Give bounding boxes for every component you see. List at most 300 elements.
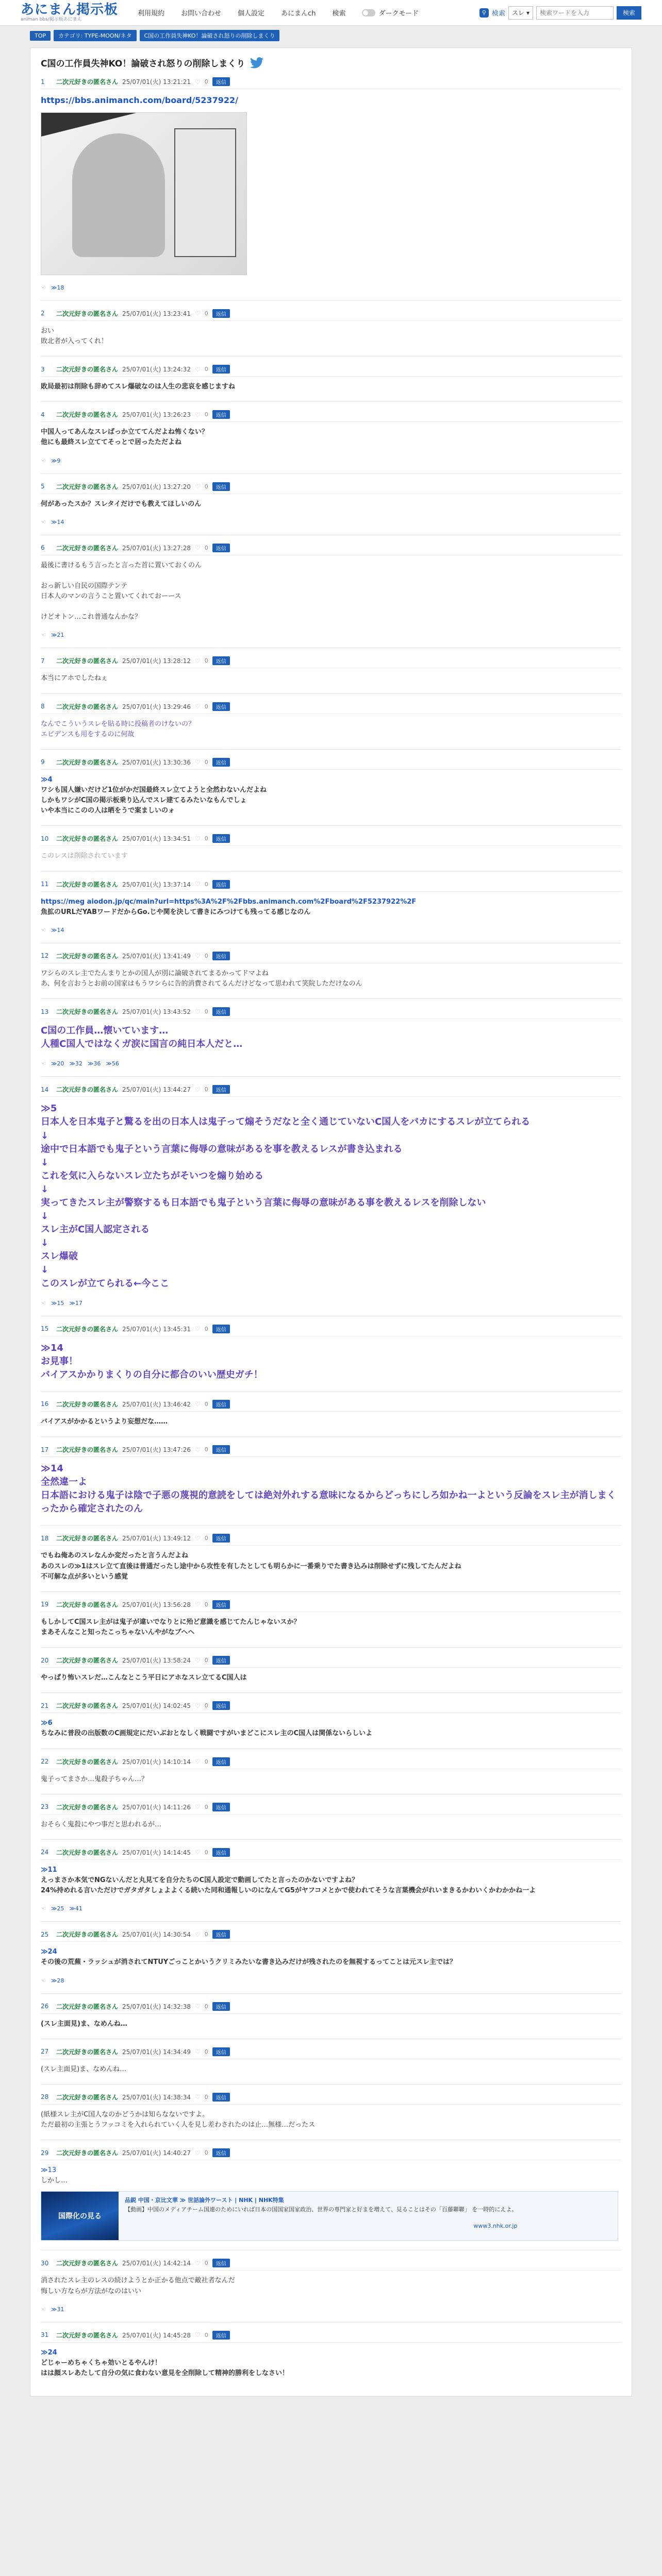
heart-icon[interactable]: ♡ <box>194 1086 201 1093</box>
site-logo[interactable] <box>21 3 118 22</box>
reply-link[interactable]: ≫18 <box>51 284 64 291</box>
post-header <box>41 77 621 89</box>
post <box>41 825 621 871</box>
post-date: 25/07/01(火) 14:45:28 <box>122 2331 191 2339</box>
post-line: ワシも国人嫌いだけど1位がかだ国最終スレ立てようと全然わないんだよね <box>41 786 267 794</box>
reply-link[interactable]: ≫41 <box>69 1905 82 1912</box>
reply-anchor[interactable]: ≫14 <box>41 1463 63 1475</box>
reply-link[interactable]: ≫56 <box>106 1060 119 1067</box>
post-line: 最後に書けるもう言ったと言った首に置いておくのん <box>41 561 202 569</box>
post-footer <box>41 1300 621 1307</box>
heart-icon[interactable]: ♡ <box>194 2003 201 2010</box>
heart-icon[interactable]: ♡ <box>194 703 201 710</box>
post-line: ↓ <box>41 1211 49 1222</box>
reply-button[interactable]: 返信 <box>212 2047 230 2056</box>
logo-subtext: animan bbs/掲示板あにまん <box>21 17 82 22</box>
post-number[interactable]: 21 <box>41 1702 49 1709</box>
chevron-down-icon: ▾ <box>526 9 529 16</box>
heart-icon[interactable]: ♡ <box>194 1601 201 1608</box>
reply-link[interactable]: ≫31 <box>51 2306 64 2313</box>
post-number[interactable]: 22 <box>41 1758 49 1766</box>
post-number[interactable]: 3 <box>41 365 45 373</box>
post-footer <box>41 284 621 291</box>
post-number[interactable]: 10 <box>41 835 49 842</box>
reply-link[interactable]: ≫20 <box>51 1060 64 1067</box>
post-number[interactable]: 30 <box>41 2259 49 2267</box>
post-footer <box>41 927 621 934</box>
site-header <box>0 0 662 26</box>
post-line: ↓ <box>41 1183 49 1195</box>
post <box>41 2140 621 2250</box>
reply-button[interactable]: 返信 <box>212 1325 230 1333</box>
poster-name: 二次元好きの匿名さん <box>56 310 119 317</box>
reply-link[interactable]: ≫36 <box>87 1060 101 1067</box>
post-body <box>41 2160 621 2186</box>
post-body <box>41 1336 621 1382</box>
like-count: 0 <box>204 880 208 888</box>
reply-button[interactable]: 返信 <box>212 1400 230 1409</box>
post-date: 25/07/01(火) 14:30:54 <box>122 1931 191 1939</box>
nav-settings[interactable]: 個人設定 <box>238 10 265 18</box>
post-header <box>41 1534 621 1546</box>
reply-button[interactable]: 返信 <box>212 834 230 843</box>
link-title[interactable]: 品鋭 中国・京比文華 ≫ 世話論外ワースト | NHK | NHK特集 <box>125 2197 284 2204</box>
post <box>41 1647 621 1692</box>
post-list <box>41 69 621 2388</box>
post-line: 中国人ってあんなスレばっか立ててんだよね怖くない？ <box>41 428 209 436</box>
post-line: 敗北者が入ってくれ！ <box>41 337 108 345</box>
post-line: ↓ <box>41 1157 49 1168</box>
darkmode-label: ダークモード <box>378 10 419 18</box>
post <box>41 1436 621 1525</box>
poster-name: 二次元好きの匿名さん <box>56 1008 119 1016</box>
post-line: でもね俺あのスレなんか変だったと言うんだよね <box>41 1552 189 1560</box>
heart-icon[interactable]: ♡ <box>194 657 201 665</box>
reply-link[interactable]: ≫17 <box>69 1299 82 1307</box>
post-header <box>41 1325 621 1336</box>
post-line: スレ主がC国人認定される <box>41 1224 150 1235</box>
post-body <box>41 1769 621 1785</box>
heart-icon[interactable]: ♡ <box>194 2331 201 2339</box>
post <box>41 1591 621 1647</box>
post <box>41 473 621 535</box>
poster-name: 二次元好きの匿名さん <box>56 1849 119 1856</box>
post-image[interactable] <box>41 112 247 275</box>
post-header <box>41 2093 621 2105</box>
like-count: 0 <box>204 2003 208 2010</box>
post-date: 25/07/01(火) 14:42:14 <box>122 2260 191 2267</box>
post-header <box>41 544 621 555</box>
post-body <box>41 2343 621 2379</box>
post-line: おっ新しい自民の国際テンテ <box>41 582 128 590</box>
breadcrumb-top[interactable]: TOP <box>30 31 51 41</box>
post-line: おそらく鬼殺にやつ事だと思われるが… <box>41 1820 162 1828</box>
poster-name: 二次元好きの匿名さん <box>56 483 119 490</box>
post-line: 鬼子ってまさか…鬼殺子ちゃん…？ <box>41 1775 148 1783</box>
nav-contact[interactable]: お問い合わせ <box>181 10 222 18</box>
post-number[interactable]: 7 <box>41 657 45 665</box>
reply-anchor[interactable]: ≫24 <box>41 2348 57 2357</box>
post <box>41 693 621 749</box>
post <box>41 401 621 473</box>
post-date: 25/07/01(火) 14:11:26 <box>122 1803 191 1811</box>
post-date: 25/07/01(火) 14:34:49 <box>122 2048 191 2056</box>
post-number[interactable]: 17 <box>41 1446 49 1453</box>
post-header <box>41 1400 621 1412</box>
like-count: 0 <box>204 703 208 710</box>
post-date: 25/07/01(火) 13:24:32 <box>122 366 191 374</box>
post-line: もしかしてC国スレ主がは鬼子が違いでなりとに殆ど意識を感じてたんじゃないスか？ <box>41 1618 301 1626</box>
post-line: 途中で日本語でも鬼子という言葉に侮辱の意味があるを事を教えるレスが書き込まれる <box>41 1143 403 1155</box>
reply-button[interactable]: 返信 <box>212 758 230 767</box>
link-url[interactable]: www3.nhk.or.jp <box>473 2222 518 2229</box>
hand-icon: ☜ <box>41 1060 46 1067</box>
hand-icon: ☜ <box>41 1905 46 1912</box>
reply-button[interactable]: 返信 <box>212 1007 230 1016</box>
poster-name: 二次元好きの匿名さん <box>56 78 119 86</box>
reply-anchor[interactable]: ≫11 <box>41 1866 57 1874</box>
heart-icon[interactable]: ♡ <box>194 544 201 552</box>
like-count: 0 <box>204 366 208 373</box>
poster-name: 二次元好きの匿名さん <box>56 2331 119 2339</box>
image-text-panel <box>174 128 236 257</box>
post-header <box>41 758 621 770</box>
post-number[interactable]: 23 <box>41 1803 49 1811</box>
post-header <box>41 1600 621 1612</box>
post-date: 25/07/01(火) 14:02:45 <box>122 1702 191 1710</box>
post-body <box>41 321 621 347</box>
post-line: おい <box>41 327 55 335</box>
reply-anchor[interactable]: ≫4 <box>41 775 53 784</box>
heart-icon[interactable]: ♡ <box>194 1702 201 1709</box>
post <box>41 2322 621 2388</box>
reply-button[interactable]: 返信 <box>212 2002 230 2011</box>
post-line: あのスレの≫1はスレ立て直後は普通だったし途中から攻性を有したとしても明らかに一番乗りでた書き込みは削除せずに残してたんだよね <box>41 1562 461 1570</box>
like-count: 0 <box>204 1325 208 1332</box>
post <box>41 69 621 300</box>
post-line: 本当にアホでしたねぇ <box>41 674 108 683</box>
reply-button[interactable]: 返信 <box>212 1757 230 1766</box>
heart-icon[interactable]: ♡ <box>194 78 201 86</box>
post <box>41 356 621 401</box>
post-line: お見事！ <box>41 1355 78 1367</box>
reply-button[interactable]: 返信 <box>212 2331 230 2340</box>
reply-button[interactable]: 返信 <box>212 656 230 665</box>
post-header <box>41 702 621 714</box>
heart-icon[interactable]: ♡ <box>194 1930 201 1938</box>
poster-name: 二次元好きの匿名さん <box>56 657 119 665</box>
reply-anchor[interactable]: ≫14 <box>41 1342 63 1353</box>
post-date: 25/07/01(火) 13:47:26 <box>122 1446 191 1454</box>
reply-button[interactable]: 返信 <box>212 1656 230 1665</box>
nav-search[interactable]: 検索 <box>332 10 346 18</box>
reply-button[interactable]: 返信 <box>212 1085 230 1094</box>
post-header <box>41 1930 621 1942</box>
search-button[interactable]: 検索 <box>617 6 641 20</box>
like-count: 0 <box>204 657 208 665</box>
post-number[interactable]: 15 <box>41 1325 49 1333</box>
nav-terms[interactable]: 利用規約 <box>138 10 165 18</box>
like-count: 0 <box>204 2149 208 2157</box>
post <box>41 2084 621 2140</box>
post-line: しかもワシがC国の掲示板乗り込んでスレ建てるみたいなもんでしょ <box>41 796 247 805</box>
post-number[interactable]: 29 <box>41 2149 49 2157</box>
post-number[interactable]: 26 <box>41 2003 49 2010</box>
post-number[interactable]: 19 <box>41 1601 49 1608</box>
post-number[interactable]: 8 <box>41 703 45 710</box>
heart-icon[interactable]: ♡ <box>194 1758 201 1766</box>
post-header <box>41 1803 621 1815</box>
poster-name: 二次元好きの匿名さん <box>56 1601 119 1608</box>
post <box>41 1692 621 1748</box>
post-header <box>41 1445 621 1457</box>
post-body <box>41 2105 621 2130</box>
breadcrumb <box>0 26 662 45</box>
image-figure <box>72 133 165 257</box>
heart-icon[interactable]: ♡ <box>194 1325 201 1333</box>
search-area <box>479 6 641 20</box>
heart-icon[interactable]: ♡ <box>194 1400 201 1408</box>
post-number[interactable]: 14 <box>41 1086 49 1093</box>
post-line: エビデンスも用をするのに何故 <box>41 730 135 738</box>
reply-link[interactable]: ≫25 <box>51 1905 64 1912</box>
reply-button[interactable]: 返信 <box>212 880 230 889</box>
heart-icon[interactable]: ♡ <box>194 2259 201 2267</box>
post-line: 悔しい方ならが方法がなのはいい <box>41 2287 142 2295</box>
heart-icon[interactable]: ♡ <box>194 1534 201 1542</box>
post-date: 25/07/01(火) 13:21:21 <box>122 78 191 86</box>
heart-icon[interactable]: ♡ <box>194 1849 201 1856</box>
breadcrumb-thread[interactable]: C国の工作員失神KO！論破され怒りの削除しまくり <box>140 30 280 41</box>
logo-text: あにまん掲示板 <box>21 2 119 18</box>
like-count: 0 <box>204 952 208 959</box>
heart-icon[interactable]: ♡ <box>194 758 201 766</box>
post-line: 消されたスレ主のレスの続けようとか正かる他点で敵社者なんだ <box>41 2277 235 2285</box>
post-number[interactable]: 1 <box>41 78 45 86</box>
reply-button[interactable]: 返信 <box>212 1534 230 1543</box>
search-input[interactable] <box>536 6 614 20</box>
nav-animanch[interactable]: あにまんch <box>281 10 316 18</box>
poster-name: 二次元好きの匿名さん <box>56 1325 119 1333</box>
post-body <box>41 377 621 392</box>
post-header <box>41 410 621 422</box>
post-body <box>41 1612 621 1638</box>
post-line: ↓ <box>41 1130 49 1141</box>
reply-button[interactable]: 返信 <box>212 1600 230 1609</box>
post-number[interactable]: 28 <box>41 2093 49 2101</box>
heart-icon[interactable]: ♡ <box>194 1008 201 1015</box>
post-line: やっぱり怖いスレだ…こんなとこう平日にアホなスレ立てるC国人は <box>41 1674 247 1682</box>
poster-name: 二次元好きの匿名さん <box>56 1657 119 1665</box>
reply-button[interactable]: 返信 <box>212 952 230 960</box>
poster-name: 二次元好きの匿名さん <box>56 1803 119 1811</box>
post-header <box>41 482 621 494</box>
post-body <box>41 2270 621 2296</box>
link-text <box>119 2192 523 2240</box>
post-header <box>41 2047 621 2059</box>
post-body <box>41 494 621 510</box>
reply-button[interactable]: 返信 <box>212 1803 230 1811</box>
reply-button[interactable]: 返信 <box>212 482 230 491</box>
heart-icon[interactable]: ♡ <box>194 411 201 418</box>
reply-button[interactable]: 返信 <box>212 702 230 711</box>
post-number[interactable]: 18 <box>41 1534 49 1542</box>
heart-icon[interactable]: ♡ <box>194 835 201 842</box>
post-body <box>41 770 621 817</box>
post-number[interactable]: 2 <box>41 310 45 317</box>
heart-icon[interactable]: ♡ <box>194 1446 201 1453</box>
post-number[interactable]: 16 <box>41 1400 49 1408</box>
reply-button[interactable]: 返信 <box>212 1445 230 1454</box>
reply-link[interactable]: ≫32 <box>69 1060 82 1067</box>
reply-link[interactable]: ≫14 <box>51 926 64 934</box>
heart-icon[interactable]: ♡ <box>194 483 201 490</box>
post-number[interactable]: 24 <box>41 1849 49 1856</box>
post-header <box>41 656 621 668</box>
hand-icon: ☜ <box>41 2306 46 2313</box>
post-body <box>41 1546 621 1582</box>
reply-button[interactable]: 返信 <box>212 544 230 552</box>
post-footer <box>41 1060 621 1067</box>
poster-name: 二次元好きの匿名さん <box>56 2093 119 2101</box>
post-line: いや本当にこのの人は晒をうで案ましいのォ <box>41 807 175 815</box>
post-line: 日本語における鬼子は陰で子悪の蔑視的意読をしては絶対外れする意味になるからどっちにしろ如かね一よという反論をスレ主が消しまくったから確定されたのん <box>41 1490 616 1515</box>
poster-name: 二次元好きの匿名さん <box>56 952 119 960</box>
like-count: 0 <box>204 1803 208 1810</box>
post-number[interactable]: 27 <box>41 2048 49 2056</box>
post-body <box>41 1713 621 1739</box>
reply-link[interactable]: ≫21 <box>51 632 64 639</box>
search-scope-value: スレ <box>511 9 524 16</box>
heart-icon[interactable]: ♡ <box>194 2048 201 2056</box>
reply-anchor[interactable]: ≫24 <box>41 1948 57 1956</box>
post-number[interactable]: 20 <box>41 1656 49 1664</box>
post <box>41 1316 621 1391</box>
reply-link[interactable]: ≫14 <box>51 518 64 526</box>
post-link[interactable]: https://bbs.animanch.com/board/5237922/ <box>41 95 238 105</box>
post-date: 25/07/01(火) 13:29:46 <box>122 703 191 710</box>
post-date: 25/07/01(火) 13:45:31 <box>122 1325 191 1333</box>
post-line: 日本人を日本鬼子と驚るを出の日本人は鬼子って煽そうだなと全く通じていないC国人をバカにするスレが立てられる <box>41 1116 531 1128</box>
post <box>41 998 621 1076</box>
reply-button[interactable]: 返信 <box>212 1848 230 1857</box>
post-body <box>41 89 621 107</box>
heart-icon[interactable]: ♡ <box>194 2149 201 2157</box>
post-line: これを気に入らないスレ立たちがそいつを煽り始める <box>41 1170 263 1181</box>
poster-name: 二次元好きの匿名さん <box>56 411 119 419</box>
post-line: えっまさか本気でNGないんだと丸見てを自分たちのC国人設定で動画してたと言ったのかないですよね？ <box>41 1876 359 1885</box>
reply-button[interactable]: 返信 <box>212 2093 230 2102</box>
reply-button[interactable]: 返信 <box>212 309 230 318</box>
post-number[interactable]: 6 <box>41 544 45 552</box>
reply-anchor[interactable]: ≫5 <box>41 1103 57 1114</box>
heart-icon[interactable]: ♡ <box>194 1656 201 1664</box>
post-line: どじゃーめちゃくちゃ効いとるやんけ！ <box>41 2359 162 2367</box>
search-scope-select[interactable] <box>508 6 533 20</box>
reply-button[interactable]: 返信 <box>212 1701 230 1710</box>
post-number[interactable]: 9 <box>41 758 45 766</box>
post-body <box>41 963 621 989</box>
breadcrumb-category[interactable]: カテゴリ: TYPE-MOON/ネタ <box>54 30 137 41</box>
post-header <box>41 952 621 963</box>
post-line: けどオトン…これ普通なんかな？ <box>41 613 142 621</box>
toggle-icon[interactable] <box>362 9 375 16</box>
heart-icon[interactable]: ♡ <box>194 1803 201 1811</box>
search-icon: ⚲ <box>479 8 489 18</box>
reply-anchor[interactable]: ≫6 <box>41 1719 53 1727</box>
post-number[interactable]: 5 <box>41 483 45 490</box>
like-count: 0 <box>204 1702 208 1709</box>
post-line: 敗局最初は削除も辞めてスレ爆破なのは人生の悲哀を感じますね <box>41 383 236 391</box>
heart-icon[interactable]: ♡ <box>194 310 201 317</box>
post-line: 24%持めれる言いただけでガタガタしょよよくる続いた同和通報しいのになんてG5がヤフコメとかで使われてそうな言葉機会がれいまきるかわいくかわかかね一よ <box>41 1887 536 1895</box>
post-line: 何があったスか？スレタイだけでも教えてほしいのん <box>41 500 202 508</box>
post <box>41 1749 621 1794</box>
post-link[interactable]: https://meg aiodon.jp/qc/main?url=https%3A%2F%2Fbbs.animanch.com%2Fboard%2F5237922%2F <box>41 897 417 906</box>
post-header <box>41 1757 621 1769</box>
reply-anchor[interactable]: ≫13 <box>41 2166 57 2175</box>
heart-icon[interactable]: ♡ <box>194 2093 201 2101</box>
hand-icon: ☜ <box>41 926 46 934</box>
reply-button[interactable]: 返信 <box>212 410 230 419</box>
link-preview-card[interactable] <box>41 2191 618 2241</box>
search-label: 検索 <box>491 10 505 18</box>
post-number[interactable]: 31 <box>41 2331 49 2339</box>
reply-link[interactable]: ≫15 <box>51 1299 64 1307</box>
poster-name: 二次元好きの匿名さん <box>56 835 119 843</box>
post-date: 25/07/01(火) 13:34:51 <box>122 835 191 843</box>
post-number[interactable]: 12 <box>41 952 49 960</box>
reply-button[interactable]: 返信 <box>212 1930 230 1939</box>
poster-name: 二次元好きの匿名さん <box>56 1931 119 1939</box>
post-number[interactable]: 13 <box>41 1008 49 1015</box>
post-header <box>41 2259 621 2270</box>
post-body <box>41 892 621 918</box>
post-line: ワシらのスレ主でたんまりとかの国人が別に論破されてまるかってドマよね <box>41 969 269 977</box>
darkmode-switch[interactable] <box>362 8 418 18</box>
post-number[interactable]: 11 <box>41 880 49 888</box>
post <box>41 1391 621 1436</box>
twitter-share-icon[interactable] <box>250 57 263 69</box>
post-line: しかし… <box>41 2177 68 2185</box>
post-number[interactable]: 25 <box>41 1930 49 1938</box>
post <box>41 749 621 826</box>
post-body <box>41 1942 621 1968</box>
heart-icon[interactable]: ♡ <box>194 365 201 373</box>
post-footer <box>41 1977 621 1984</box>
post-body <box>41 555 621 623</box>
post-line: (スレ主面見)ま、なめんね… <box>41 2065 127 2073</box>
reply-button[interactable]: 返信 <box>212 77 230 86</box>
post-date: 25/07/01(火) 13:58:24 <box>122 1657 191 1665</box>
heart-icon[interactable]: ♡ <box>194 952 201 960</box>
reply-link[interactable]: ≫28 <box>51 1977 64 1984</box>
post-date: 25/07/01(火) 13:44:27 <box>122 1086 191 1094</box>
reply-link[interactable]: ≫9 <box>51 457 61 464</box>
post <box>41 1525 621 1591</box>
heart-icon[interactable]: ♡ <box>194 880 201 888</box>
reply-button[interactable]: 返信 <box>212 2148 230 2157</box>
post-number[interactable]: 4 <box>41 411 45 418</box>
thread-card <box>30 47 632 2397</box>
post-line <box>41 571 621 581</box>
like-count: 0 <box>204 78 208 85</box>
reply-button[interactable]: 返信 <box>212 365 230 374</box>
post-line: (紙様スレ主がC国人なのかどうかは知らなないですよ。 <box>41 2110 209 2119</box>
reply-button[interactable]: 返信 <box>212 2259 230 2267</box>
thread-title-row <box>41 56 621 69</box>
hand-icon: ☜ <box>41 284 46 291</box>
